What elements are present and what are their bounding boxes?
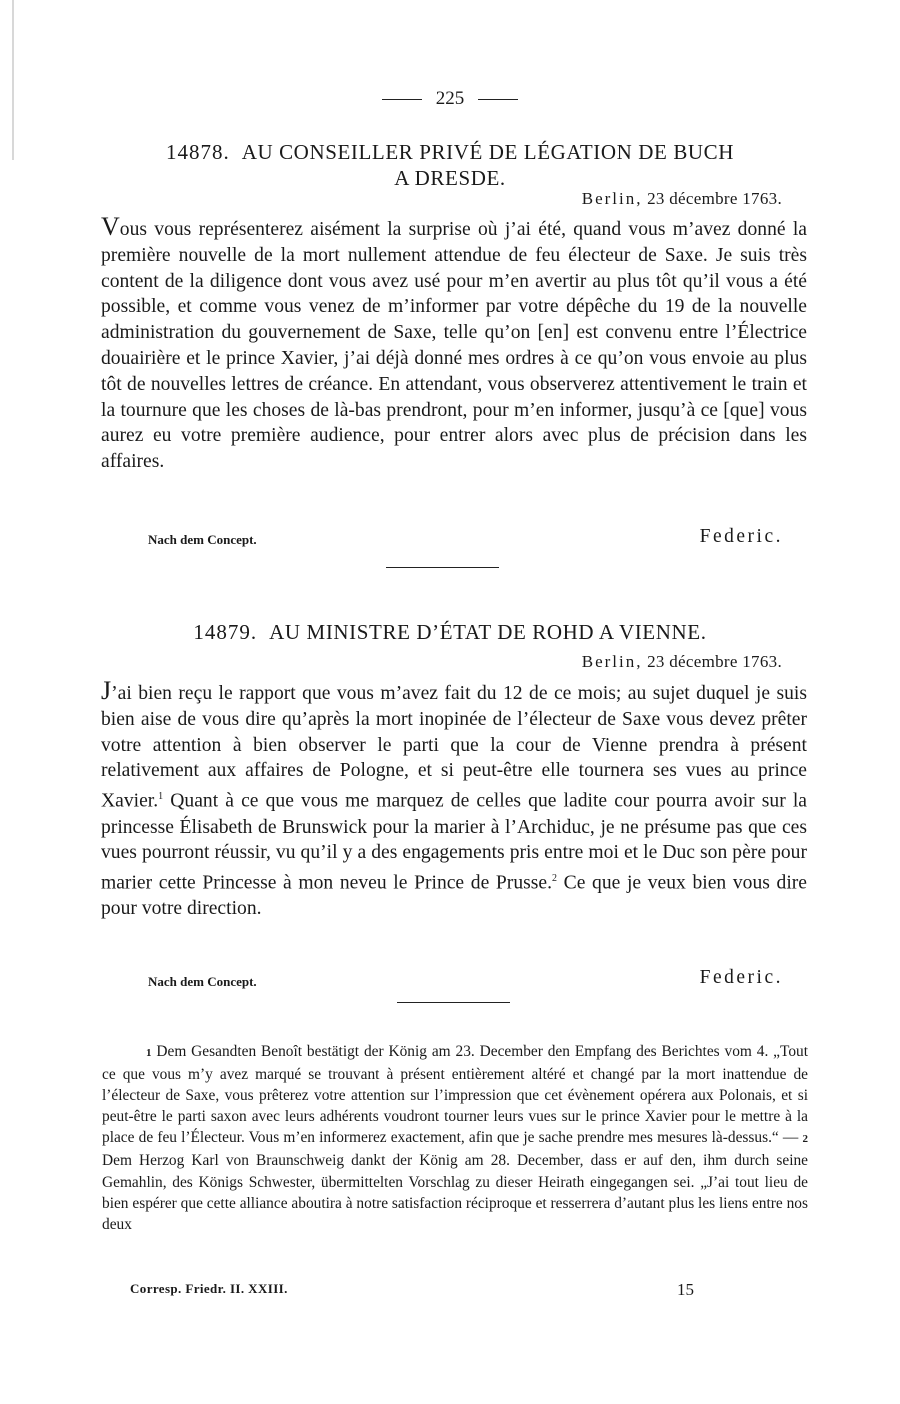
letter-1-signature: Federic. (699, 526, 783, 547)
footnote-ref-1: 1 (158, 791, 164, 803)
letter-1-title-line2: A DRESDE. (394, 166, 506, 190)
letter-2-date: 23 décembre 1763. (647, 652, 782, 671)
letter-2-text-part1: ’ai bien reçu le rapport que vous m’avez fait du 12 de ce mois; au sujet duquel je suis bien aise de vous dire qu’après la mort inopinée de l’électeur de Saxe vous devez prêter votre attention à bien observer le parti que la cour de Vienne prendra à présent relativement aux affaires de Pologne, et si peut-être elle tournera ses vues au prince Xavier. (101, 683, 807, 812)
footnote-ref-2: 2 (551, 873, 557, 885)
letter-2-place: Berlin, (581, 652, 643, 671)
letter-1-title: AU CONSEILLER PRIVÉ DE LÉGATION DE BUCH (241, 140, 735, 164)
footer-signature-mark: 15 (677, 1280, 694, 1299)
footnote-1-text: Dem Gesandten Benoît bestätigt der König am 23. December den Empfang des Berichtes vom 4. „Tout ce que vous m’y avez marqué se trouvant à présent entièrement altéré et changé par la mort inattendue de l’électeur de Saxe, vous prêterez votre attention sur l’impression que cet évènement opérera aux Polonais, et si peut-être le parti saxon avec leurs adhérents voudront tourner leurs vues sur le prince Xavier pour le mettre à la place de feu l’Électeur. Vous m’en informerez exactement, afin que je sache prendre mes mesures là-dessus.“ — (102, 1043, 808, 1147)
letter-1-source: Nach dem Concept. (148, 532, 257, 547)
letter-1-body (101, 214, 807, 475)
letter-1-heading (100, 139, 800, 191)
letter-1-dateline (582, 188, 782, 210)
footnote-1-marker: 1 (146, 1047, 152, 1059)
footer-collection-title: Corresp. Friedr. II. XXIII. (130, 1281, 288, 1296)
header-dash-left (382, 99, 422, 100)
letter-2-text-part2: Quant à ce que vous me marquez de celles que ladite cour pourra avoir sur la princesse Élisabeth de Brunswick pour la marier à l’Archiduc, je ne présume pas que ces vues pourront réussir, vu qu’il y a des engagements pris entre moi et le Duc son père pour marier cette Princesse à mon neveu le Prince de Prusse. (101, 790, 807, 894)
letter-2-text-part3: Ce que je veux bien vous dire pour votre direction. (101, 872, 807, 920)
letter-1-number: 14878. (165, 140, 230, 164)
letter-2-source: Nach dem Concept. (148, 974, 257, 989)
letter-2-heading (100, 619, 800, 645)
letter-2-title: AU MINISTRE D’ÉTAT DE ROHD A VIENNE. (269, 620, 707, 644)
letter-2-dateline (582, 651, 782, 673)
footnotes (102, 1041, 808, 1235)
footnote-2-text: Dem Herzog Karl von Braunschweig dankt der König am 28. December, dass er auf den, ihm durch seine Gemahlin, des Königs Schwester, übermittelten Vorschlag zu dieser Heirath eingegangen sei. „J’ai tout lieu de bien espérer que cette alliance aboutira à notre satisfaction réciproque et resserrera d’autant plus les liens entre nos deux (102, 1152, 808, 1233)
letter-1-initial: V (101, 212, 120, 241)
header-dash-right (478, 99, 518, 100)
letter-2-signature: Federic. (699, 967, 783, 988)
separator-rule-1 (386, 567, 499, 568)
letter-1-text: ous vous représenterez aisément la surprise où j’ai été, quand vous m’avez donné la première nouvelle de la mort nullement attendue de feu électeur de Saxe. Je suis très content de la diligence dont vous avez usé pour m’en avertir au plus tôt qu’il vous a été possible, et comme vous venez de m’informer par votre dépêche du 19 de la nouvelle administration du gouvernement de Saxe, telle qu’on [en] est convenu entre l’Électrice douairière et le prince Xavier, j’ai déjà donné mes ordres à ce qu’on vous envoie au plus tôt de nouvelles lettres de créance. En attendant, vous observerez attentivement le train et la tournure que les choses de là-bas prendront, pour m’en informer, jusqu’à ce [que] vous aurez eu votre première audience, pour entrer alors avec plus de précision dans les affaires. (101, 219, 807, 473)
page-header (0, 86, 900, 112)
letter-1-place: Berlin, (581, 189, 643, 208)
separator-rule-2 (397, 1002, 510, 1003)
letter-2-body (101, 678, 807, 922)
footnote-2-marker: 2 (802, 1133, 808, 1146)
scan-edge-mark (12, 0, 14, 160)
letter-2-initial: J (101, 676, 112, 705)
letter-1-date: 23 décembre 1763. (647, 189, 782, 208)
page-number: 225 (435, 88, 465, 109)
letter-2-number: 14879. (193, 620, 258, 644)
